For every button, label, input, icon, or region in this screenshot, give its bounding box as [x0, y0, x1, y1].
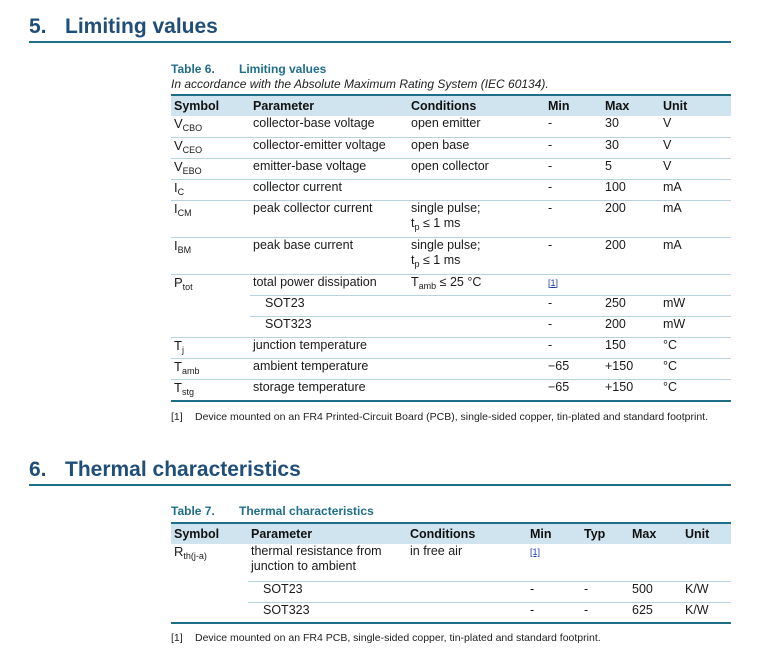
cell-min: - — [545, 158, 602, 179]
cell-unit: mA — [660, 179, 731, 200]
footnote-text: Device mounted on an FR4 Printed-Circuit Board (PCB), single-sided copper, tin-plated and standard footprint. — [195, 411, 709, 423]
cell-parameter: collector-emitter voltage — [250, 137, 408, 158]
table-row — [171, 158, 731, 179]
cell-unit: K/W — [682, 602, 731, 623]
footnote-text: Device mounted on an FR4 PCB, single-sided copper, tin-plated and standard footprint. — [195, 632, 601, 644]
cell-parameter: collector current — [250, 179, 408, 200]
table-row — [171, 316, 731, 337]
header-max: Max — [602, 95, 660, 116]
section-heading: Thermal characteristics — [65, 458, 301, 481]
cell-max: 200 — [602, 200, 660, 237]
cell-conditions: $T_{amb} \le 25$ °C — [408, 274, 545, 295]
cell-max: 625 — [629, 602, 682, 623]
header-symbol: Symbol — [171, 95, 250, 116]
cell-symbol: $V_{CEO}$ — [171, 137, 250, 158]
cell-max: 30 — [602, 116, 660, 137]
cell-parameter: SOT23 — [248, 581, 407, 602]
cell-unit — [660, 274, 731, 295]
cell-conditions — [408, 179, 545, 200]
cell-symbol: $I_C$ — [171, 179, 250, 200]
cell-min: - — [545, 137, 602, 158]
cell-min: - — [527, 581, 581, 602]
thermal-characteristics-table — [171, 522, 731, 624]
cell-conditions — [408, 337, 545, 358]
cell-unit — [682, 544, 731, 581]
cell-min: −65 — [545, 379, 602, 401]
cell-unit: °C — [660, 358, 731, 379]
cell-conditions — [408, 295, 545, 316]
cell-parameter: thermal resistance from junction to ambient — [248, 544, 407, 581]
cell-typ: - — [581, 581, 629, 602]
header-min: Min — [545, 95, 602, 116]
cell-parameter: SOT23 — [250, 295, 408, 316]
cell-unit: mA — [660, 200, 731, 237]
cell-max: 30 — [602, 137, 660, 158]
header-parameter: Parameter — [248, 523, 407, 544]
cell-parameter: SOT323 — [250, 316, 408, 337]
header-unit: Unit — [682, 523, 731, 544]
cell-conditions: single pulse; $t_p \le 1$ ms — [408, 237, 545, 274]
table-row — [171, 200, 731, 237]
cell-max: 200 — [602, 316, 660, 337]
table-row — [171, 274, 731, 295]
cell-conditions: open base — [408, 137, 545, 158]
table-title: Limiting values — [239, 62, 327, 76]
table-number: Table 6. — [171, 62, 215, 76]
cell-unit: V — [660, 137, 731, 158]
section-5-title — [29, 15, 218, 39]
header-conditions: Conditions — [408, 95, 545, 116]
header-parameter: Parameter — [250, 95, 408, 116]
cell-parameter: peak collector current — [250, 200, 408, 237]
cell-max: 250 — [602, 295, 660, 316]
cell-parameter: collector-base voltage — [250, 116, 408, 137]
table-row — [171, 337, 731, 358]
table-row — [171, 116, 731, 137]
cell-conditions: single pulse; $t_p \le 1$ ms — [408, 200, 545, 237]
cell-symbol: $R_{th(j-a)}$ — [174, 544, 207, 561]
cell-min: −65 — [545, 358, 602, 379]
header-symbol: Symbol — [171, 523, 248, 544]
cell-unit: °C — [660, 337, 731, 358]
cell-symbol: $I_{CM}$ — [171, 200, 250, 237]
cell-min — [545, 274, 602, 295]
cell-symbol: $V_{CBO}$ — [171, 116, 250, 137]
table-row — [171, 602, 731, 623]
section-heading: Limiting values — [65, 15, 218, 38]
cell-unit: K/W — [682, 581, 731, 602]
cell-unit: V — [660, 116, 731, 137]
cell-symbol: $T_{stg}$ — [171, 379, 250, 401]
cell-min — [527, 544, 581, 581]
cell-conditions — [408, 316, 545, 337]
cell-min: - — [545, 200, 602, 237]
cell-min: - — [545, 337, 602, 358]
cell-symbol: $V_{EBO}$ — [171, 158, 250, 179]
cell-conditions: open collector — [408, 158, 545, 179]
limiting-values-table — [171, 94, 731, 402]
table-row — [171, 137, 731, 158]
cell-parameter: peak base current — [250, 237, 408, 274]
cell-min: - — [527, 602, 581, 623]
section-6-title — [29, 458, 301, 482]
cell-max: 100 — [602, 179, 660, 200]
table-row — [171, 179, 731, 200]
cell-max: 5 — [602, 158, 660, 179]
table-row — [171, 544, 731, 581]
cell-max: 150 — [602, 337, 660, 358]
cell-symbol: $T_j$ — [171, 337, 250, 358]
cell-symbol — [171, 295, 250, 316]
cell-conditions — [408, 358, 545, 379]
cell-conditions — [407, 581, 527, 602]
cell-parameter: ambient temperature — [250, 358, 408, 379]
cell-min: - — [545, 316, 602, 337]
table-6-footnote — [171, 410, 711, 425]
cell-typ: - — [581, 602, 629, 623]
header-unit: Unit — [660, 95, 731, 116]
cell-max: 500 — [629, 581, 682, 602]
table-row — [171, 358, 731, 379]
cell-parameter: storage temperature — [250, 379, 408, 401]
table-7-footnote — [171, 631, 731, 646]
header-max: Max — [629, 523, 682, 544]
table-title: Thermal characteristics — [239, 504, 374, 518]
table-row — [171, 379, 731, 401]
cell-min: - — [545, 237, 602, 274]
cell-symbol: $I_{BM}$ — [171, 237, 250, 274]
cell-parameter: junction temperature — [250, 337, 408, 358]
cell-unit: °C — [660, 379, 731, 401]
table-7-caption — [171, 504, 374, 518]
header-conditions: Conditions — [407, 523, 527, 544]
table-row — [171, 581, 731, 602]
cell-min: - — [545, 179, 602, 200]
table-number: Table 7. — [171, 504, 215, 518]
footnote-marker: [1] — [171, 411, 183, 423]
cell-max — [629, 544, 682, 581]
table-6-subtitle: In accordance with the Absolute Maximum Rating System (IEC 60134). — [171, 77, 549, 91]
cell-symbol — [171, 316, 250, 337]
cell-parameter: total power dissipation — [250, 274, 408, 295]
table-row — [171, 237, 731, 274]
section-number: 6. — [29, 458, 47, 481]
header-typ: Typ — [581, 523, 629, 544]
cell-symbol: $T_{amb}$ — [171, 358, 250, 379]
cell-unit: mW — [660, 295, 731, 316]
cell-parameter: SOT323 — [248, 602, 407, 623]
section-number: 5. — [29, 15, 47, 38]
cell-max — [602, 274, 660, 295]
footnote-marker: [1] — [171, 632, 183, 644]
footnote-ref-link[interactable]: [1] — [530, 547, 541, 557]
table-header-row — [171, 523, 731, 544]
cell-unit: mW — [660, 316, 731, 337]
cell-min: - — [545, 116, 602, 137]
cell-symbol — [171, 581, 248, 602]
cell-conditions: in free air — [407, 544, 527, 581]
cell-max: 200 — [602, 237, 660, 274]
cell-conditions — [407, 602, 527, 623]
cell-symbol — [171, 602, 248, 623]
table-header-row — [171, 95, 731, 116]
header-min: Min — [527, 523, 581, 544]
cell-unit: mA — [660, 237, 731, 274]
cell-min: - — [545, 295, 602, 316]
cell-symbol: $P_{tot}$ — [174, 274, 193, 292]
section-rule — [29, 484, 731, 486]
cell-parameter: emitter-base voltage — [250, 158, 408, 179]
cell-conditions: open emitter — [408, 116, 545, 137]
table-row — [171, 295, 731, 316]
cell-max: +150 — [602, 379, 660, 401]
cell-max: +150 — [602, 358, 660, 379]
cell-unit: V — [660, 158, 731, 179]
section-rule — [29, 41, 731, 43]
footnote-ref-link[interactable]: [1] — [548, 277, 559, 288]
cell-conditions — [408, 379, 545, 401]
table-6-caption — [171, 62, 326, 76]
cell-typ — [581, 544, 629, 581]
